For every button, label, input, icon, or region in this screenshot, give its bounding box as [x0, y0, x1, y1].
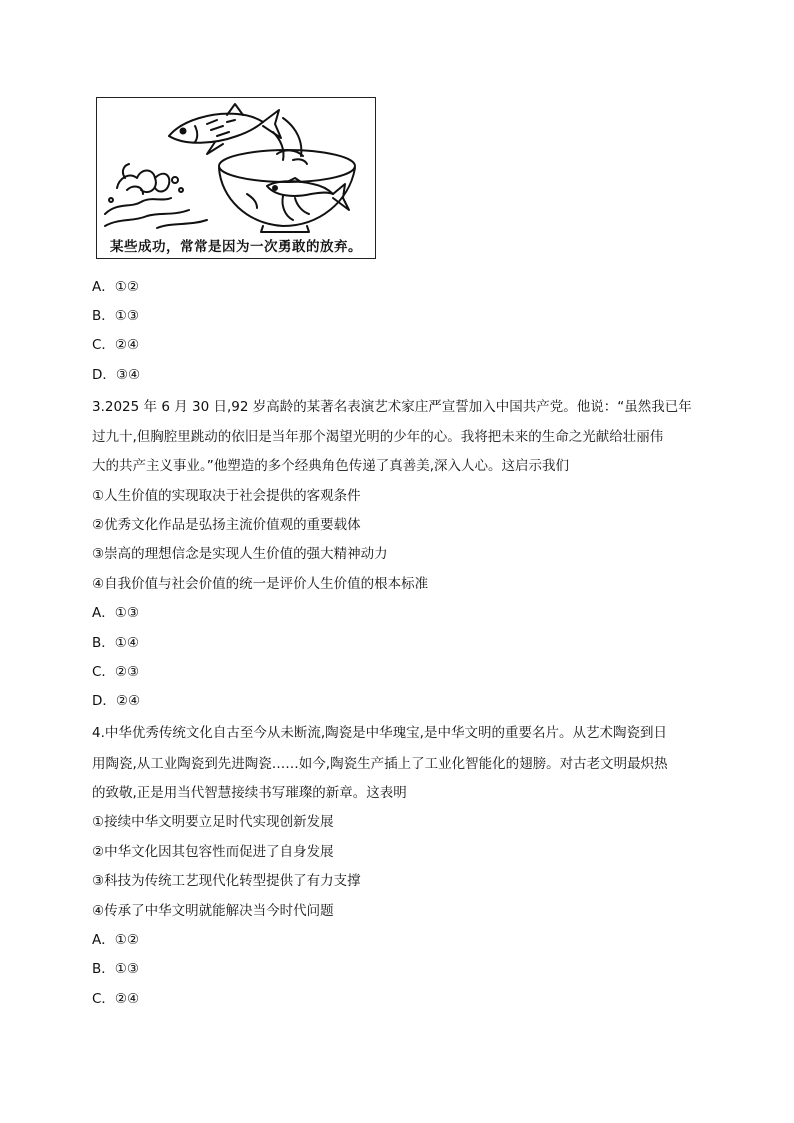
cartoon-illustration: [96, 97, 376, 259]
q2-option-a[interactable]: A．①②: [92, 279, 139, 295]
q3-option-a[interactable]: A．①③: [92, 605, 139, 621]
fish-jumping-to-bowl-drawing: [97, 98, 374, 236]
q3-statement-3: ③崇高的理想信念是实现人生价值的强大精神动力: [92, 546, 388, 562]
q2-option-d[interactable]: D．③④: [92, 367, 141, 383]
q4-stem-line-1: 4.中华优秀传统文化自古至今从未断流,陶瓷是中华瑰宝,是中华文明的重要名片。从艺术陶瓷到日: [92, 725, 667, 741]
q4-option-c[interactable]: C．②④: [92, 991, 140, 1007]
q4-statement-2: ②中华文化因其包容性而促进了自身发展: [92, 844, 334, 860]
q3-option-c[interactable]: C．②③: [92, 664, 140, 680]
q3-option-b[interactable]: B．①④: [92, 635, 139, 651]
q2-option-b[interactable]: B．①③: [92, 308, 139, 324]
q3-option-d[interactable]: D．②④: [92, 693, 141, 709]
q3-stem-line-2: 过九十,但胸腔里跳动的依旧是当年那个渴望光明的少年的心。我将把未来的生命之光献给壮丽伟: [92, 429, 664, 445]
q4-stem-line-3: 的致敬,正是用当代智慧接续书写璀璨的新章。这表明: [92, 785, 407, 801]
q4-statement-4: ④传承了中华文明就能解决当今时代问题: [92, 903, 334, 919]
q3-stem-line-3: 大的共产主义事业。”他塑造的多个经典角色传递了真善美,深入人心。这启示我们: [92, 458, 570, 474]
q4-option-a[interactable]: A．①②: [92, 932, 139, 948]
q3-statement-4: ④自我价值与社会价值的统一是评价人生价值的根本标准: [92, 576, 429, 592]
q3-statement-1: ①人生价值的实现取决于社会提供的客观条件: [92, 488, 361, 504]
cartoon-caption: 某些成功，常常是因为一次勇敢的放弃。: [110, 239, 362, 255]
q4-statement-1: ①接续中华文明要立足时代实现创新发展: [92, 814, 334, 830]
q4-statement-3: ③科技为传统工艺现代化转型提供了有力支撑: [92, 873, 361, 889]
q3-stem-line-1: 3.2025 年 6 月 30 日,92 岁高龄的某著名表演艺术家庄严宣誓加入中国共产党。他说：“虽然我已年: [92, 399, 692, 415]
q2-option-c[interactable]: C．②④: [92, 337, 140, 353]
q4-stem-line-2: 用陶瓷,从工业陶瓷到先进陶瓷……如今,陶瓷生产插上了工业化智能化的翅膀。对古老文明最炽热: [92, 756, 668, 772]
q4-option-b[interactable]: B．①③: [92, 961, 139, 977]
q3-statement-2: ②优秀文化作品是弘扬主流价值观的重要载体: [92, 517, 361, 533]
